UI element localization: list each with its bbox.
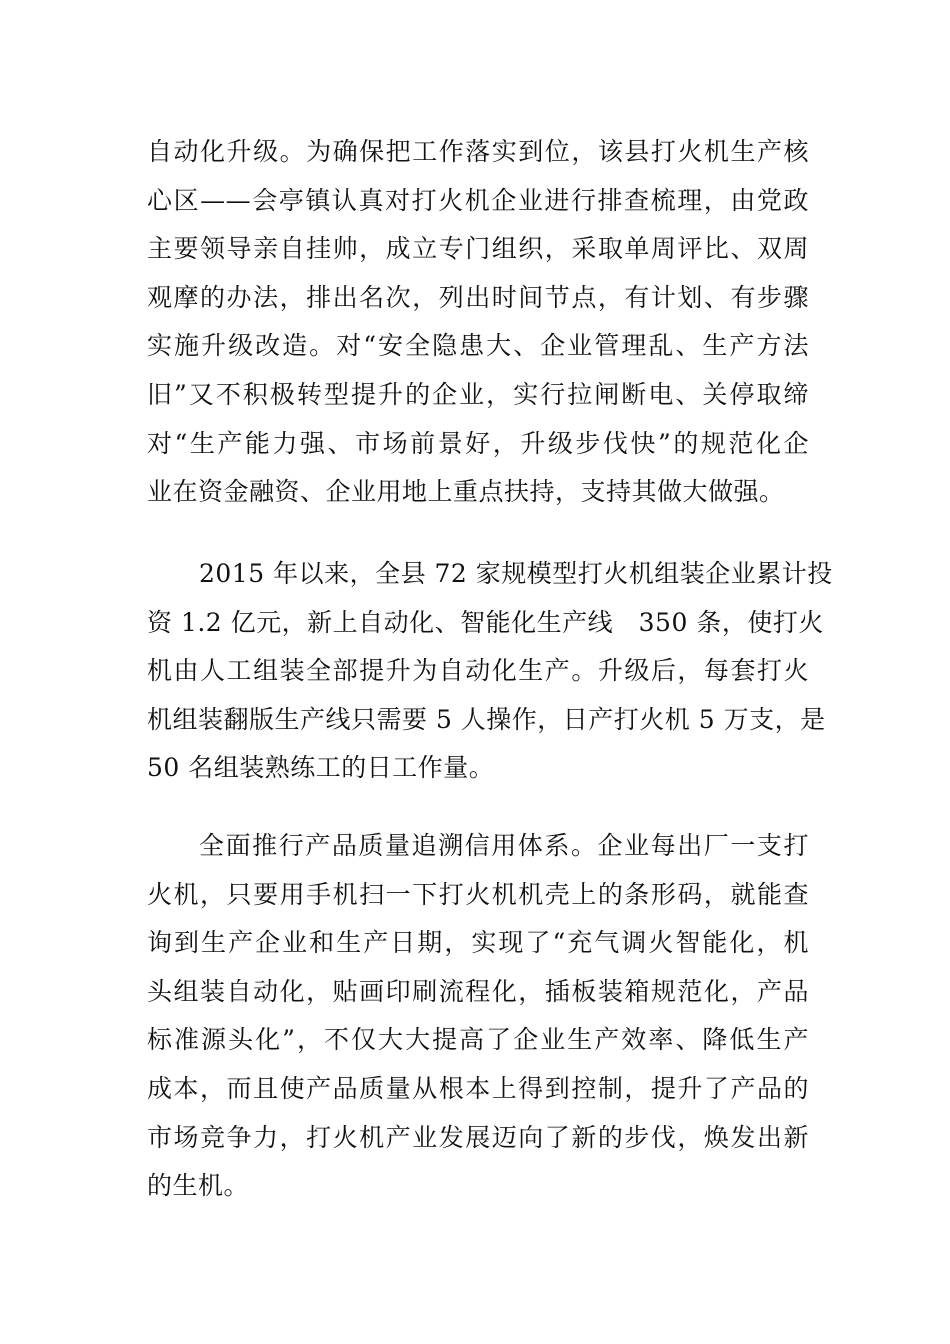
text-line: 机组装翻版生产线只需要 5 人操作，日产打火机 5 万支，是	[147, 704, 826, 734]
text-line: 自动化升级。为确保把工作落实到位，该县打火机生产核	[147, 137, 809, 166]
text-line: 头组装自动化，贴画印刷流程化，插板装箱规范化，产品	[147, 976, 809, 1006]
text-line: 主要领导亲自挂帅，成立专门组织，采取单周评比、双周	[147, 234, 809, 264]
text-line: 的生机。	[147, 1171, 250, 1201]
text-line: 成本，而且使产品质量从根本上得到控制，提升了产品的	[147, 1073, 809, 1103]
text-line: 旧”又不积极转型提升的企业，实行拉闸断电、关停取缔	[147, 379, 809, 409]
text-line: 50 名组装熟练工的日工作量。	[147, 753, 495, 783]
text-line: 心区——会亭镇认真对打火机企业进行排查梳理，由党政	[147, 185, 809, 215]
text-line: 观摩的办法，排出名次，列出时间节点，有计划、有步骤	[147, 282, 809, 312]
paragraph-automation-upgrade	[147, 128, 809, 517]
text-line: 询到生产企业和生产日期，实现了“充气调火智能化，机	[147, 928, 809, 958]
text-line: 资 1.2 亿元，新上自动化、智能化生产线 350 条，使打火	[147, 607, 824, 637]
text-line: 火机，只要用手机扫一下打火机机壳上的条形码，就能查	[147, 879, 809, 909]
text-line: 全面推行产品质量追溯信用体系。企业每出厂一支打	[199, 831, 809, 860]
text-line: 对“生产能力强、市场前景好，升级步伐快”的规范化企	[147, 428, 809, 458]
text-line: 机由人工组装全部提升为自动化生产。升级后，每套打火	[147, 656, 809, 686]
text-line: 市场竞争力，打火机产业发展迈向了新的步伐，焕发出新	[147, 1122, 809, 1152]
text-line: 实施升级改造。对“安全隐患大、企业管理乱、生产方法	[147, 331, 809, 361]
text-line: 2015 年以来，全县 72 家规模型打火机组装企业累计投	[199, 559, 833, 588]
text-line: 业在资金融资、企业用地上重点扶持，支持其做大做强。	[147, 477, 785, 507]
paragraph-quality-traceability	[147, 822, 809, 1211]
text-line: 标准源头化”，不仅大大提高了企业生产效率、降低生产	[147, 1025, 809, 1055]
paragraph-investment-stats	[147, 550, 833, 793]
